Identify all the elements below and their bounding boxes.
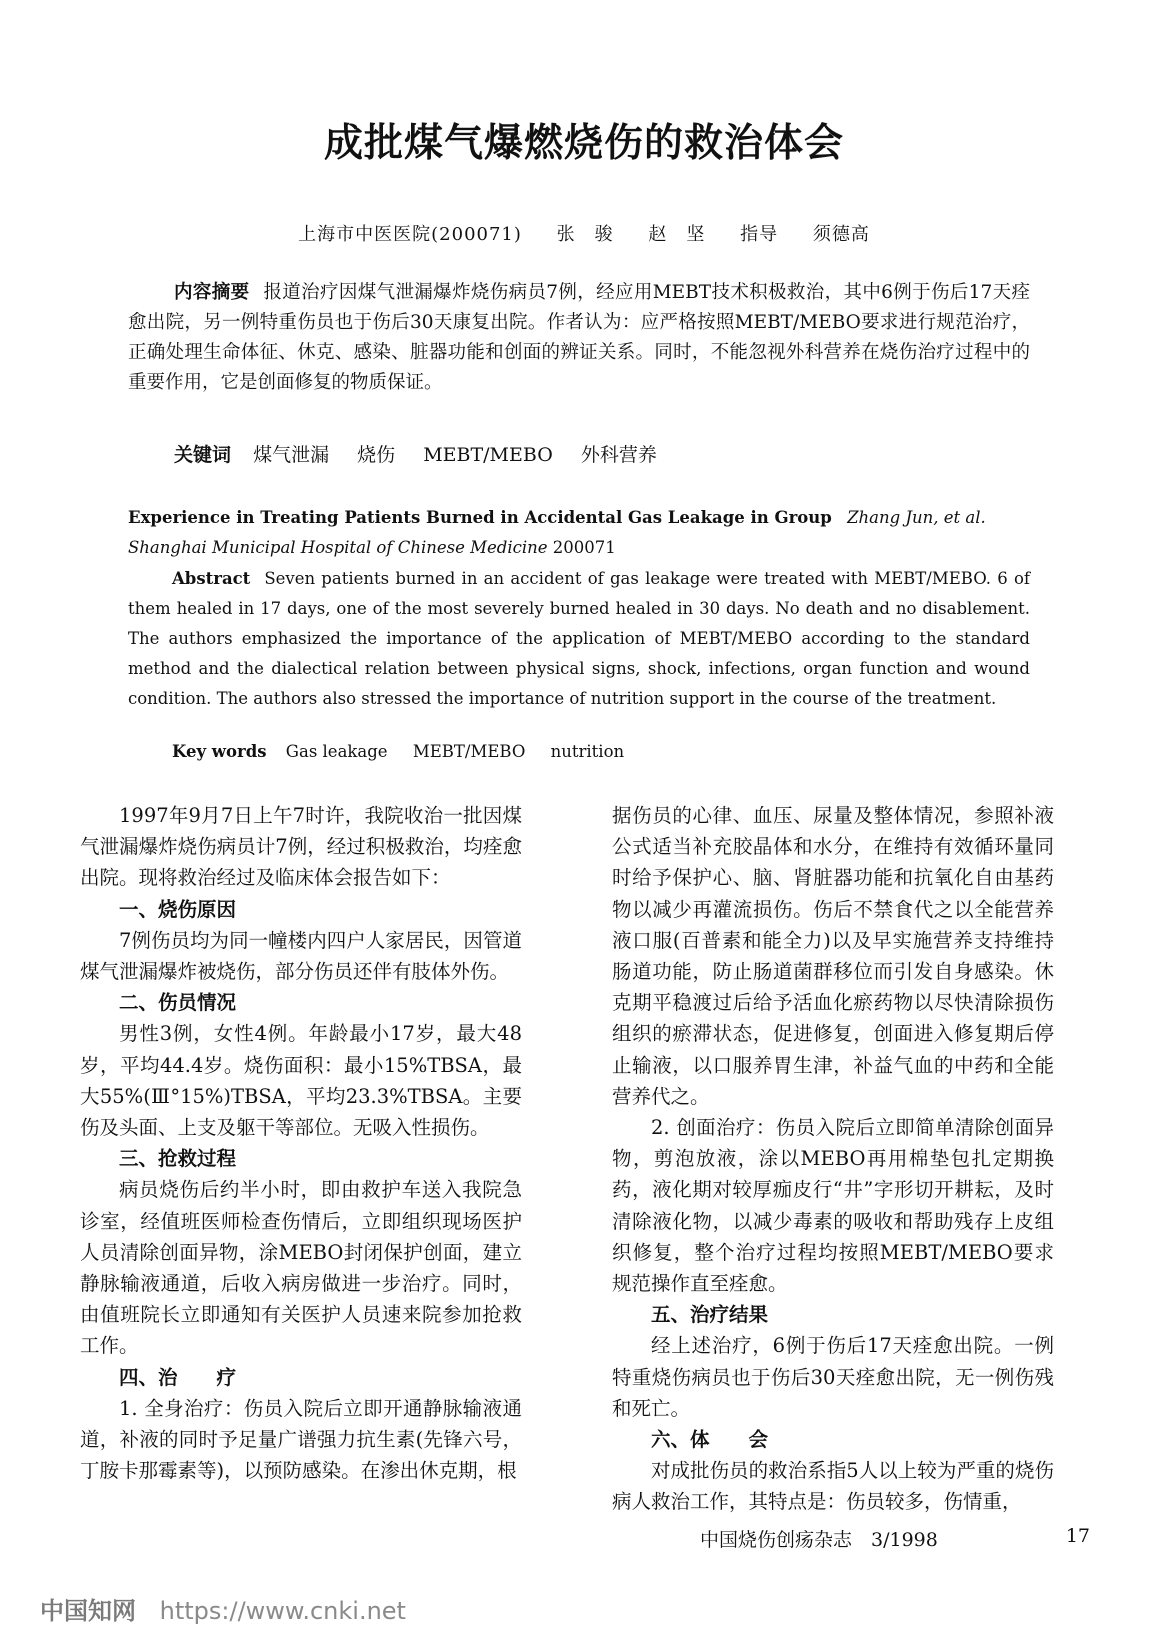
abstract-en bbox=[128, 564, 1030, 714]
cnki-url: https://www.cnki.net bbox=[159, 1597, 406, 1625]
cnki-logo: 中国知网 bbox=[40, 1597, 136, 1625]
advisor-label: 指导 bbox=[740, 224, 779, 245]
section-paragraph-continued: 据伤员的心律、血压、尿量及整体情况，参照补液公式适当补充胶晶体和水分，在维持有效循环量同时给予保护心、脑、肾脏器功能和抗氧化自由基药物以减少再灌流损伤。伤后不禁食代之以全能营养液口服(百普素和能全力)以及早实施营养支持维持肠道功能，防止肠道菌群移位而引发自身感染。休克期平稳渡过后给予活血化瘀药物以尽快清除损伤组织的瘀滞状态，促进修复，创面进入修复期后停止输液，以口服养胃生津，补益气血的中药和全能营养代之。 bbox=[612, 804, 1054, 1108]
section-paragraph: 病员烧伤后约半小时，即由救护车送入我院急诊室，经值班医师检查伤情后，立即组织现场医护人员清除创面异物，涂MEBO封闭保护创面，建立静脉输液通道，后收入病房做进一步治疗。同时，由值班院长立即通知有关医护人员速来院参加抢救工作。 bbox=[80, 1178, 522, 1358]
english-postcode: 200071 bbox=[552, 538, 616, 557]
keyword-cn: 外科营养 bbox=[580, 444, 657, 466]
section-heading: 六、体 会 bbox=[651, 1428, 769, 1452]
keyword-en: Gas leakage bbox=[285, 742, 388, 761]
abstract-cn-text: 报道治疗因煤气泄漏爆炸烧伤病员7例，经应用MEBT技术积极救治，其中6例于伤后17天痊愈出院，另一例特重伤员也于伤后30天康复出院。作者认为：应严格按照MEBT/MEBO要求进行规范治疗，正确处理生命体征、休克、感染、脏器功能和创面的辨证关系。同时，不能忽视外科营养在烧伤治疗过程中的重要作用，它是创面修复的物质保证。 bbox=[128, 282, 1030, 393]
abstract-en-text: Seven patients burned in an accident of gas leakage were treated with MEBT/MEBO. 6 of them healed in 17 days, one of the most severely burned healed in 30 days. No death and no disablement. The authors emphasized the importance of the application of MEBT/MEBO according to the standard method and the dialectical relation between physical signs, shock, infections, organ function and wound condition. The authors also stressed the importance of nutrition support in the course of the treatment. bbox=[128, 569, 1030, 708]
article-title: 成批煤气爆燃烧伤的救治体会 bbox=[323, 121, 844, 166]
page-number: 17 bbox=[1065, 1525, 1090, 1547]
section-paragraph: 经上述治疗，6例于伤后17天痊愈出院。一例特重烧伤病员也于伤后30天痊愈出院，无一例伤残和死亡。 bbox=[612, 1334, 1054, 1420]
body-column-left bbox=[80, 800, 522, 1486]
page-footer bbox=[700, 1525, 1090, 1552]
section-paragraph: 7例伤员均为同一幢楼内四户人家居民，因管道煤气泄漏爆炸被烧伤，部分伤员还伴有肢体外伤。 bbox=[80, 928, 522, 984]
keyword-en: nutrition bbox=[550, 742, 625, 761]
english-affiliation-line bbox=[128, 538, 1030, 557]
keyword-en: MEBT/MEBO bbox=[412, 742, 526, 761]
section-paragraph: 1. 全身治疗：伤员入院后立即开通静脉输液通道，补液的同时予足量广谱强力抗生素(先锋六号，丁胺卡那霉素等)，以预防感染。在渗出休克期，根 bbox=[80, 1396, 522, 1483]
section-heading: 二、伤员情况 bbox=[119, 991, 237, 1015]
section-heading: 一、烧伤原因 bbox=[119, 897, 237, 921]
english-title-line bbox=[128, 508, 1030, 527]
keywords-cn bbox=[174, 440, 679, 467]
body-column-right bbox=[612, 800, 1054, 1518]
keyword-cn: 煤气泄漏 bbox=[253, 444, 330, 466]
keywords-en bbox=[172, 742, 644, 761]
abstract-en-label: Abstract bbox=[172, 569, 251, 588]
keywords-en-label: Key words bbox=[172, 742, 267, 761]
section-paragraph: 对成批伤员的救治系指5人以上较为严重的烧伤病人救治工作，其特点是：伤员较多，伤情重， bbox=[612, 1459, 1054, 1514]
cnki-watermark bbox=[40, 1591, 406, 1626]
intro-paragraph: 1997年9月7日上午7时许，我院收治一批因煤气泄漏爆炸烧伤病员计7例，经过积极救治，均痊愈出院。现将救治经过及临床体会报告如下： bbox=[80, 804, 522, 890]
keywords-cn-label: 关键词 bbox=[174, 444, 232, 466]
keyword-cn: MEBT/MEBO bbox=[423, 444, 553, 466]
abstract-cn-label: 内容摘要 bbox=[174, 282, 250, 303]
section-paragraph: 2. 创面治疗：伤员入院后立即简单清除创面异物，剪泡放液，涂以MEBO再用棉垫包扎定期换药，液化期对较厚痂皮行“井”字形切开耕耘，及时清除液化物，以减少毒素的吸收和帮助残存上皮组织修复，整个治疗过程均按照MEBT/MEBO要求规范操作直至痊愈。 bbox=[612, 1116, 1054, 1296]
affiliation-line bbox=[0, 220, 1168, 246]
english-affiliation: Shanghai Municipal Hospital of Chinese Medicine bbox=[128, 538, 548, 557]
section-paragraph: 男性3例，女性4例。年龄最小17岁，最大48岁，平均44.4岁。烧伤面积：最小15%TBSA，最大55%(Ⅲ°15%)TBSA，平均23.3%TBSA。主要伤及头面、上支及躯干等部位。无吸入性损伤。 bbox=[80, 1022, 522, 1140]
author-2: 赵 坚 bbox=[648, 224, 706, 245]
section-heading: 四、治 疗 bbox=[119, 1365, 237, 1389]
english-title: Experience in Treating Patients Burned in Accidental Gas Leakage in Group bbox=[128, 508, 832, 527]
journal-name: 中国烧伤创疡杂志 3/1998 bbox=[700, 1529, 938, 1551]
author-1: 张 骏 bbox=[556, 224, 614, 245]
english-authors: Zhang Jun, et al. bbox=[847, 508, 986, 527]
affiliation: 上海市中医医院(200071) bbox=[298, 224, 522, 245]
section-heading: 三、抢救过程 bbox=[119, 1147, 237, 1171]
section-heading: 五、治疗结果 bbox=[651, 1303, 769, 1327]
abstract-cn bbox=[128, 278, 1030, 398]
keyword-cn: 烧伤 bbox=[357, 444, 396, 466]
advisor-name: 须德高 bbox=[812, 224, 870, 245]
